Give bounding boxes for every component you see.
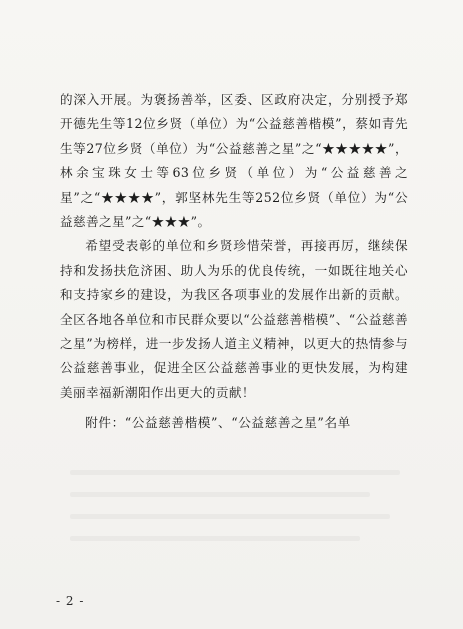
document-body: [60, 88, 408, 405]
bleed-through-line: [70, 536, 360, 541]
paragraph-call-to-action: 希望受表彰的单位和乡贤珍惜荣誉，再接再厉，继续保持和发扬扶危济困、助人为乐的优良传统，一如既往地关心和支持家乡的建设，为我区各项事业的发展作出新的贡献。全区各地各单位和市民群众要以“公益慈善楷模”、“公益慈善之星”为榜样，进一步发扬人道主义精神，以更大的热情参与公益慈善事业，促进全区公益慈善事业的更快发展，为构建美丽幸福新潮阳作出更大的贡献！: [60, 238, 408, 400]
bleed-through-line: [70, 492, 370, 497]
paragraph-commendation: 的深入开展。为褒扬善举，区委、区政府决定，分别授予郑开德先生等12位乡贤（单位）为“公益慈善楷模”，蔡如青先生等27位乡贤（单位）为“公益慈善之星”之“★★★★★”，林余宝珠女士等63位乡贤（单位）为“公益慈善之星”之“★★★★”，郭坚林先生等252位乡贤（单位）为“公益慈善之星”之“★★★”。: [60, 92, 408, 230]
page-number: - 2 -: [56, 594, 85, 608]
bleed-through-line: [70, 470, 400, 475]
attachment-line: 附件：“公益慈善楷模”、“公益慈善之星”名单: [85, 415, 351, 430]
bleed-through-line: [70, 514, 390, 519]
